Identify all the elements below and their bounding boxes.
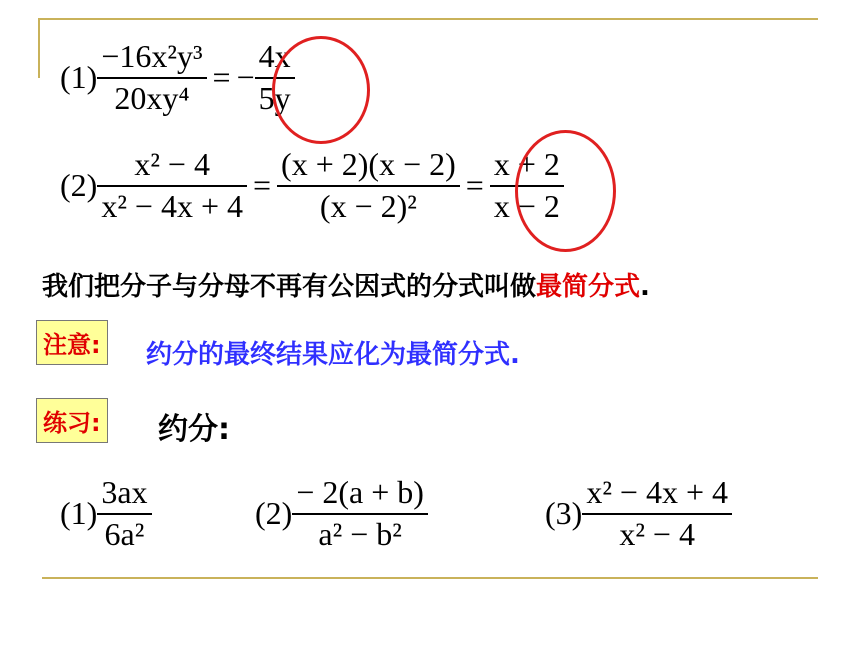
problem-2 [255,476,428,551]
problem-2-numerator: − 2(a + b) [296,474,424,510]
example-1-result-numerator: 4x [258,38,291,74]
problem-3-denominator: x² − 4 [619,515,695,552]
example-1: (1) $\frac{\text{−16x²y³}}{\text{20xy⁴}}$ = − $\frac{4x}{5y}$ [60,40,295,115]
definition-text: 我们把分子与分母不再有公因式的分式叫做 [42,272,537,302]
problem-3 [545,476,732,551]
definition-line [42,266,650,303]
problem-1-fraction [97,476,151,551]
example-2-factored [277,148,460,223]
note-label: 注意: [36,320,108,365]
practice-title: 约分: [158,412,230,447]
problem-1 [60,476,152,551]
example-2-denominator: x² − 4x + 4 [101,187,243,224]
problem-2-denominator: a² − b² [318,515,402,552]
example-1-result-sign: − [236,59,255,96]
example-1-result-circle [272,36,370,144]
left-divider [38,18,40,78]
example-2: (2) $\frac{\text{x² − 4}}{\text{x² − 4x + 4}}$ = $\frac{(x + 2)(x - 2)}{\text{(x − 2)²}}$ = $\frac{x + 2}{x - 2}$ [60,148,564,223]
problem-3-numerator: x² − 4x + 4 [586,474,728,510]
note-text: 约分的最终结果应化为最简分式. [146,340,520,370]
example-2-numerator: x² − 4 [134,146,210,182]
problem-1-label: (1) [60,495,98,532]
bottom-divider [42,577,818,579]
problem-3-label: (3) [545,495,583,532]
example-2-result-numerator: x + 2 [493,146,560,182]
example-1-numerator: −16x²y³ [101,38,203,74]
definition-highlight: 最简分式 [536,272,641,302]
practice-label: 练习: [36,398,108,443]
example-1-label: (1) [60,59,98,96]
example-2-result-denominator: x − 2 [493,187,560,224]
example-2-fraction [97,148,247,223]
example-1-fraction [97,40,206,115]
definition-end: . [640,272,650,302]
example-2-factored-numerator: (x + 2)(x − 2) [281,146,456,182]
example-1-denominator: 20xy⁴ [114,79,190,116]
example-2-label: (2) [60,167,98,204]
problem-1-denominator: 6a² [104,515,145,552]
example-2-result-circle [515,130,616,252]
example-1-result-denominator: 5y [258,79,291,116]
top-divider [38,18,818,20]
problem-2-label: (2) [255,495,293,532]
example-2-factored-denominator: (x − 2)² [319,187,417,224]
problem-2-fraction [292,476,428,551]
problem-3-fraction [582,476,732,551]
problem-1-numerator: 3ax [101,474,148,510]
